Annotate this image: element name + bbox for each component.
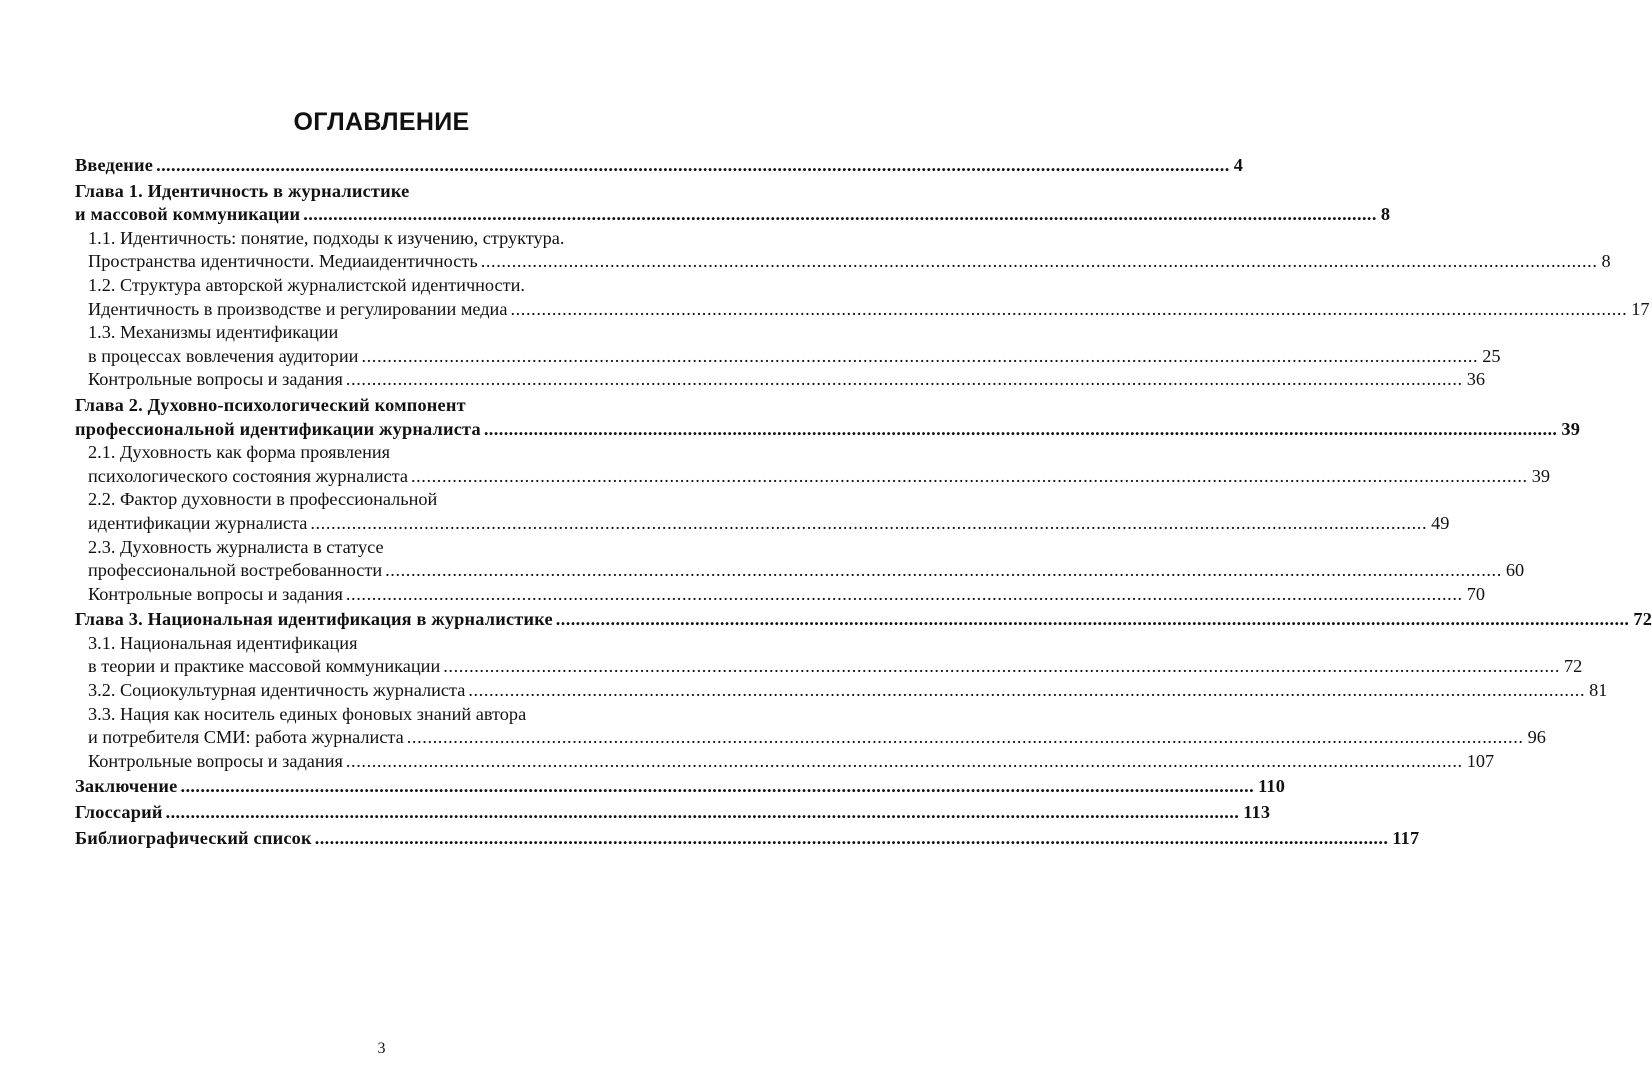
toc-page-number: 39 [1561, 418, 1581, 439]
dot-leader: ........................................................................................................................................................................................................................ [443, 656, 1561, 677]
dot-leader: ........................................................................................................................................................................................................................ [555, 609, 1630, 630]
toc-entry-title-line: в теории и практике массовой коммуникации [88, 656, 441, 677]
toc-entry[interactable] [75, 321, 1501, 368]
toc-entry[interactable] [75, 801, 1271, 825]
dot-leader: ........................................................................................................................................................................................................................ [345, 583, 1463, 604]
toc-entry-title-line: 3.1. Национальная идентификация [88, 632, 358, 653]
toc-entry[interactable] [75, 368, 1485, 392]
toc-page-number: 4 [1233, 155, 1244, 175]
dot-leader: ........................................................................................................................................................................................................................ [483, 418, 1558, 439]
toc-page-number: 72 [1633, 609, 1652, 630]
toc-entry-title-line: Глава 1. Идентичность в журналистике [75, 180, 410, 201]
toc-page-number: 81 [1589, 680, 1608, 701]
toc-entry-title-line: и потребителя СМИ: работа журналиста [88, 727, 404, 748]
toc-entry[interactable] [75, 632, 1583, 679]
toc-entry-title-line: 1.3. Механизмы идентификации [88, 322, 339, 343]
dot-leader: ........................................................................................................................................................................................................................ [410, 465, 1528, 486]
toc-page-number: 25 [1482, 345, 1501, 366]
toc-entry[interactable] [75, 180, 1391, 227]
toc-entry-title-line: 1.2. Структура авторской журналистской идентичности. [88, 274, 525, 295]
toc-page-number: 117 [1392, 827, 1420, 848]
toc-entry-title-line: Пространства идентичности. Медиаидентичность [88, 251, 478, 272]
toc-page-number: 72 [1564, 656, 1583, 677]
toc-page-number: 8 [1601, 251, 1611, 272]
toc-entry-title-line: профессиональной востребованности [88, 560, 383, 581]
dot-leader: ........................................................................................................................................................................................................................ [345, 369, 1463, 390]
page-number: 3 [377, 1040, 386, 1057]
dot-leader: ........................................................................................................................................................................................................................ [180, 776, 1255, 797]
toc-entry-title-line: Глоссарий [75, 802, 163, 823]
toc-entry-title-line: 2.2. Фактор духовности в профессиональной [88, 489, 438, 510]
dot-leader: ........................................................................................................................................................................................................................ [480, 251, 1598, 272]
dot-leader: ........................................................................................................................................................................................................................ [406, 727, 1524, 748]
toc-entry-title-line: в процессах вовлечения аудитории [88, 345, 359, 366]
dot-leader: ........................................................................................................................................................................................................................ [165, 802, 1240, 823]
toc-entry[interactable] [75, 583, 1485, 607]
dot-leader: ........................................................................................................................................................................................................................ [156, 155, 1230, 175]
toc-entry-title-line: 3.3. Нация как носитель единых фоновых знаний автора [88, 703, 527, 724]
toc-entry[interactable] [75, 827, 1420, 851]
toc-page-number: 49 [1431, 512, 1450, 533]
toc-entry-title-line: профессиональной идентификации журналиста [75, 418, 481, 439]
toc-page-number: 107 [1466, 750, 1495, 771]
toc-entry[interactable] [75, 608, 1652, 632]
toc-entry-title-line: 1.1. Идентичность: понятие, подходы к изучению, структура. [88, 227, 565, 248]
toc-entry-title-line: Идентичность в производстве и регулировании медиа [88, 298, 508, 319]
toc-page-number: 36 [1466, 369, 1485, 390]
toc-page-number: 113 [1243, 802, 1271, 823]
toc-entry-title-line: 2.3. Духовность журналиста в статусе [88, 536, 384, 557]
dot-leader: ........................................................................................................................................................................................................................ [345, 750, 1463, 771]
toc-entry[interactable] [75, 227, 1611, 274]
toc-entry-title-line: 2.1. Духовность как форма проявления [88, 442, 391, 463]
toc-entry-title-line: Библиографический список [75, 827, 312, 848]
toc-entry[interactable] [75, 679, 1608, 703]
dot-leader: ........................................................................................................................................................................................................................ [314, 827, 1389, 848]
toc-entry-title-line: Контрольные вопросы и задания [88, 750, 343, 771]
toc-page-number: 70 [1466, 583, 1485, 604]
toc-entry[interactable] [75, 775, 1286, 799]
toc-page-number: 60 [1505, 560, 1525, 581]
toc-page-number: 39 [1531, 465, 1551, 486]
toc-entry-title-line: Контрольные вопросы и задания [88, 369, 343, 390]
toc-page-number: 17 [1631, 298, 1650, 319]
toc-entry[interactable] [75, 703, 1546, 750]
toc-entry[interactable] [75, 488, 1450, 535]
toc-entry-title-line: психологического состояния журналиста [88, 465, 408, 486]
toc-entry-title-line: Контрольные вопросы и задания [88, 583, 343, 604]
dot-leader: ........................................................................................................................................................................................................................ [303, 204, 1377, 225]
toc-entry[interactable] [75, 441, 1551, 488]
toc-entry-title-line: Заключение [75, 776, 178, 797]
toc-entry[interactable] [75, 154, 1244, 178]
toc-page-number: 96 [1527, 727, 1546, 748]
toc-entry-title-line: Глава 3. Национальная идентификация в журналистике [75, 609, 553, 630]
toc-entry[interactable] [75, 394, 1581, 441]
toc-entry-title-line: 3.2. Социокультурная идентичность журналиста [88, 680, 466, 701]
table-of-contents [75, 152, 1652, 850]
toc-entry-title-line: Введение [75, 155, 154, 175]
dot-leader: ........................................................................................................................................................................................................................ [310, 512, 1428, 533]
dot-leader: ........................................................................................................................................................................................................................ [361, 345, 1479, 366]
dot-leader: ........................................................................................................................................................................................................................ [510, 298, 1628, 319]
toc-entry-title-line: Глава 2. Духовно-психологический компонент [75, 394, 466, 415]
toc-entry[interactable] [75, 274, 1650, 321]
dot-leader: ........................................................................................................................................................................................................................ [468, 680, 1586, 701]
dot-leader: ........................................................................................................................................................................................................................ [385, 560, 1502, 581]
toc-page-number: 110 [1258, 776, 1286, 797]
toc-entry[interactable] [75, 750, 1495, 774]
page-title: ОГЛАВЛЕНИЕ [293, 108, 470, 136]
toc-entry-title-line: и массовой коммуникации [75, 204, 301, 225]
toc-page-number: 8 [1380, 204, 1391, 225]
toc-entry-title-line: идентификации журналиста [88, 512, 308, 533]
toc-entry[interactable] [75, 536, 1525, 583]
